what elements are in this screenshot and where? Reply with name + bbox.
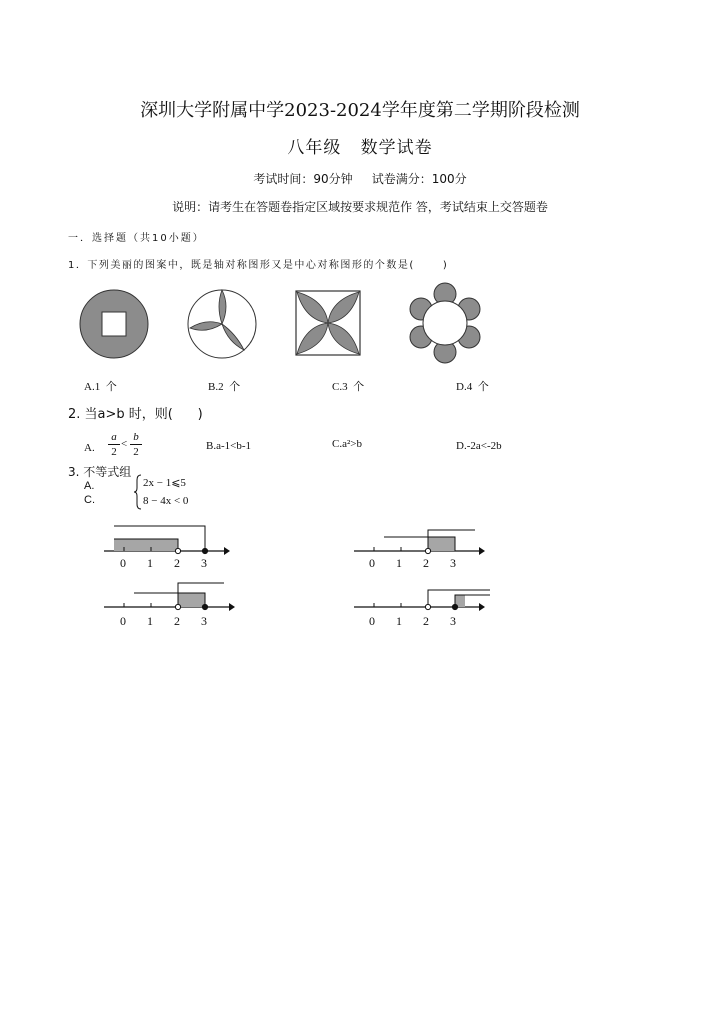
coin-figure [78, 288, 150, 360]
section-heading: 一．选择题（共10小题） [68, 233, 205, 244]
tick-label: 1 [396, 614, 402, 628]
exam-info: 考试时间：90分钟 试卷满分：100分 [253, 172, 467, 186]
fraction-numerator: b [130, 430, 142, 445]
tick-label: 2 [174, 614, 180, 628]
fraction-denominator: 2 [133, 446, 139, 458]
number-line-c[interactable] [100, 578, 235, 618]
q1-option-b[interactable]: B.2 个 [208, 381, 241, 393]
fraction-b-over-2 [130, 430, 142, 459]
question-3-stem: 3. 不等式组 [68, 465, 132, 479]
exam-subtitle: 八年级 数学试卷 [287, 138, 433, 158]
q3-label-a: A. [84, 480, 95, 492]
question-1-stem: 1．下列美丽的图案中，既是轴对称图形又是中心对称图形的个数是( ) [68, 260, 449, 271]
q2-option-c[interactable]: C.a²>b [332, 438, 362, 450]
exam-note: 说明：请考生在答题卷指定区域按要求规范作 答，考试结束上交答题卷 [172, 200, 548, 214]
tick-label: 1 [396, 556, 402, 570]
tick-label: 0 [120, 556, 126, 570]
four-petal-square-figure [295, 290, 361, 356]
tick-label: 0 [369, 556, 375, 570]
tick-label: 0 [369, 614, 375, 628]
q3-label-c: C. [84, 494, 95, 506]
tick-label: 3 [201, 556, 207, 570]
inequality-2: 8 − 4x < 0 [143, 495, 189, 507]
q1-option-d[interactable]: D.4 个 [456, 381, 489, 393]
tick-label: 0 [120, 614, 126, 628]
q1-option-c[interactable]: C.3 个 [332, 381, 365, 393]
q1-option-a[interactable]: A.1 个 [84, 381, 117, 393]
exam-title: 深圳大学附属中学2023-2024学年度第二学期阶段检测 [140, 100, 580, 121]
number-line-d[interactable] [350, 578, 495, 618]
tick-label: 1 [147, 614, 153, 628]
inequality-1: 2x − 1⩽5 [143, 477, 186, 489]
fraction-a-over-2 [108, 430, 120, 459]
brace-icon [134, 474, 142, 510]
question-2-stem: 2. 当a>b 时，则( ) [68, 407, 203, 422]
tick-label: 2 [423, 614, 429, 628]
tick-label: 2 [423, 556, 429, 570]
less-than-sign: < [121, 438, 128, 450]
tick-label: 1 [147, 556, 153, 570]
fraction-denominator: 2 [111, 446, 117, 458]
flower-figure [408, 284, 482, 362]
q2-option-b[interactable]: B.a-1<b-1 [206, 440, 251, 452]
three-leaf-figure [186, 288, 258, 360]
q2-option-a-label: A. [84, 442, 95, 454]
tick-label: 2 [174, 556, 180, 570]
tick-label: 3 [201, 614, 207, 628]
tick-label: 3 [450, 614, 456, 628]
q2-option-d[interactable]: D.-2a<-2b [456, 440, 502, 452]
tick-label: 3 [450, 556, 456, 570]
fraction-numerator: a [108, 430, 120, 445]
